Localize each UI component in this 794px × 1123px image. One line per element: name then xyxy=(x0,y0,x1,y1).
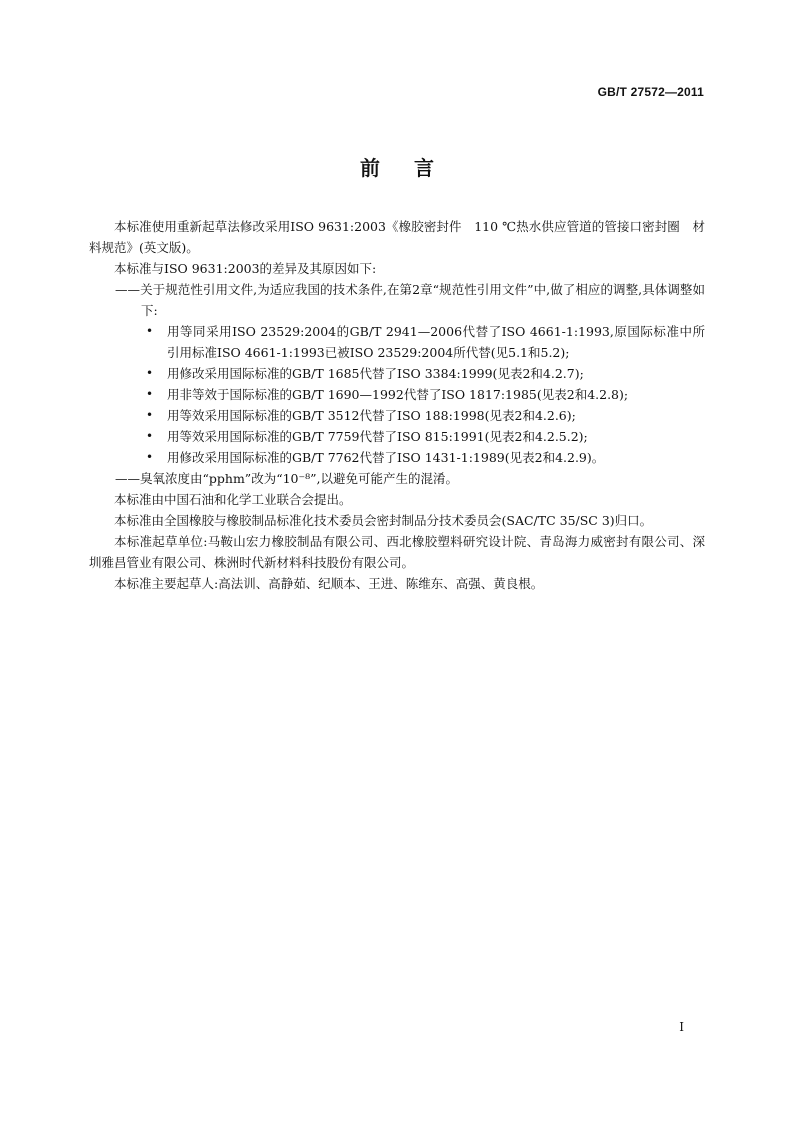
intro-paragraph-adoption: 本标准使用重新起草法修改采用ISO 9631:2003《橡胶密封件 110 ℃热水供应管道的管接口密封圈 材料规范》(英文版)。 xyxy=(89,219,705,255)
list-item xyxy=(89,321,705,363)
page-title: 前言 xyxy=(360,156,468,180)
bullet-list xyxy=(89,321,705,468)
bullet-icon: • xyxy=(146,324,154,338)
list-item xyxy=(89,363,705,384)
list-item-text: 用等效采用国际标准的GB/T 3512代替了ISO 188:1998(见表2和4.2.6); xyxy=(167,408,576,423)
list-item xyxy=(89,384,705,405)
drafting-units-paragraph: 本标准起草单位:马鞍山宏力橡胶制品有限公司、西北橡胶塑料研究设计院、青岛海力威密封有限公司、深圳雅昌管业有限公司、株洲时代新材料科技股份有限公司。 xyxy=(89,534,705,570)
bullet-icon: • xyxy=(146,429,154,443)
list-item-text: 用修改采用国际标准的GB/T 1685代替了ISO 3384:1999(见表2和4.2.7); xyxy=(167,366,584,381)
document-body xyxy=(89,216,705,594)
bullet-icon: • xyxy=(146,450,154,464)
centralized-by-paragraph: 本标准由全国橡胶与橡胶制品标准化技术委员会密封制品分技术委员会(SAC/TC 35/SC 3)归口。 xyxy=(114,513,653,528)
document-code: GB/T 27572—2011 xyxy=(597,85,704,99)
proposed-by-paragraph: 本标准由中国石油和化学工业联合会提出。 xyxy=(114,492,352,507)
page-number: I xyxy=(679,1020,684,1034)
difference-item-references: ——关于规范性引用文件,为适应我国的技术条件,在第2章“规范性引用文件”中,做了相应的调整,具体调整如下: xyxy=(115,282,705,318)
list-item-text: 用等效采用国际标准的GB/T 7759代替了ISO 815:1991(见表2和4.2.5.2); xyxy=(167,429,588,444)
bullet-icon: • xyxy=(146,366,154,380)
list-item xyxy=(89,426,705,447)
drafters-paragraph: 本标准主要起草人:高法训、高静茹、纪顺本、王进、陈维东、高强、黄良根。 xyxy=(114,576,544,591)
list-item-text: 用修改采用国际标准的GB/T 7762代替了ISO 1431-1:1989(见表2和4.2.9)。 xyxy=(167,450,605,465)
intro-paragraph-differences: 本标准与ISO 9631:2003的差异及其原因如下: xyxy=(114,261,377,276)
bullet-icon: • xyxy=(146,387,154,401)
list-item-text: 用等同采用ISO 23529:2004的GB/T 2941—2006代替了ISO 4661-1:1993,原国际标准中所引用标准ISO 4661-1:1993已被ISO 23529:2004所代替(见5.1和5.2); xyxy=(167,324,705,360)
list-item-text: 用非等效于国际标准的GB/T 1690—1992代替了ISO 1817:1985(见表2和4.2.8); xyxy=(167,387,629,402)
bullet-icon: • xyxy=(146,408,154,422)
list-item xyxy=(89,405,705,426)
difference-item-ozone: ——臭氧浓度由“pphm”改为“10⁻⁸”,以避免可能产生的混淆。 xyxy=(115,471,458,486)
list-item xyxy=(89,447,705,468)
